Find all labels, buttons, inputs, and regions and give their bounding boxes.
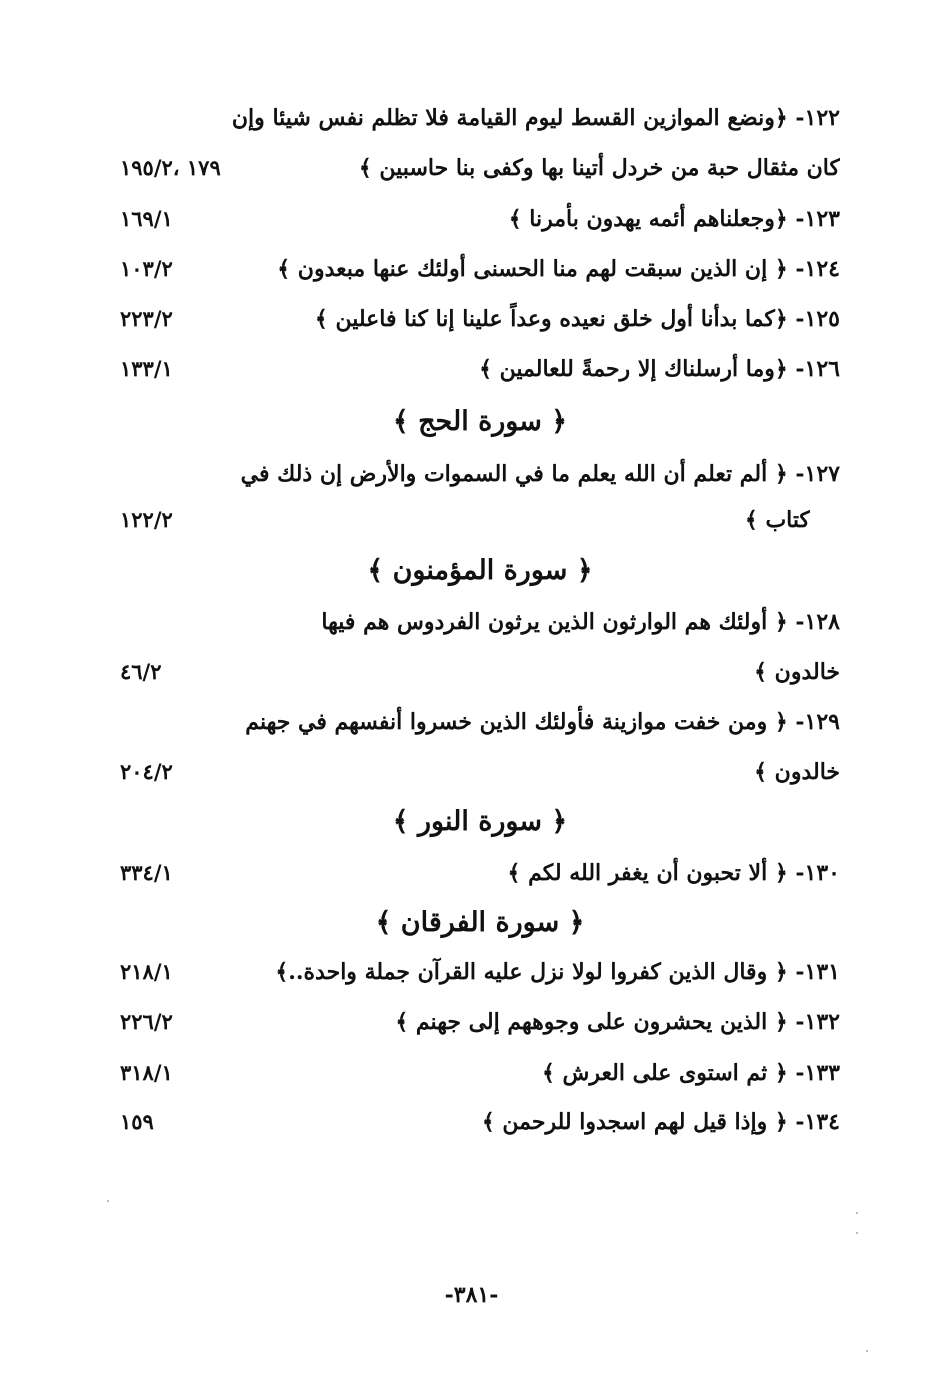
scan-speck	[856, 1212, 858, 1214]
entry-text: ١٣٤- ﴿ وإذا قيل لهم اسجدوا للرحمن ﴾	[481, 1109, 840, 1135]
entry-reference: ١٥٩	[120, 1109, 154, 1134]
entry-text: ١٢٣- ﴿وجعلناهم أئمه يهدون بأمرنا ﴾	[508, 206, 840, 232]
surah-heading-hajj	[120, 397, 840, 447]
entry-reference: ١٧٩ ،١٩٥/٢	[120, 155, 221, 180]
entry-text-cont: خالدون ﴾	[754, 759, 840, 785]
entry-reference: ٢٢٦/٢	[120, 1009, 173, 1034]
entry-129-line2	[120, 750, 840, 794]
entry-reference: ٣١٨/١	[120, 1060, 173, 1085]
entry-128-line2	[120, 650, 840, 694]
entry-text: ١٣٠- ﴿ ألا تحبون أن يغفر الله لكم ﴾	[507, 860, 840, 886]
entry-127-line2	[120, 498, 840, 542]
entry-125	[120, 297, 840, 341]
surah-heading-nur	[120, 797, 840, 847]
scan-speck	[107, 1200, 109, 1202]
entry-text-cont: كان مثقال حبة من خردل أتينا بها وكفى بنا حاسبين ﴾	[358, 155, 840, 181]
entry-text: ١٢٢- ﴿ونضع الموازين القسط ليوم القيامة فلا تظلم نفس شيئا وإن	[231, 105, 840, 131]
entry-127-line1	[120, 452, 840, 496]
entry-126	[120, 347, 840, 391]
entry-text: ١٢٩- ﴿ ومن خفت موازينة فأولئك الذين خسروا أنفسهم في جهنم	[245, 709, 840, 735]
entry-reference: ١٣٣/١	[120, 356, 173, 381]
entry-129-line1	[120, 700, 840, 744]
surah-heading-text: ﴿ سورة الفرقان ﴾	[375, 907, 585, 938]
entry-124	[120, 247, 840, 291]
surah-heading-text: ﴿ سورة النور ﴾	[392, 806, 568, 837]
entry-text: ١٢٦- ﴿وما أرسلناك إلا رحمةً للعالمين ﴾	[479, 356, 840, 382]
entry-122-line1	[120, 96, 840, 140]
entry-133	[120, 1051, 840, 1095]
surah-heading-furqan	[120, 898, 840, 948]
entry-reference: ١٦٩/١	[120, 206, 173, 231]
scan-speck	[856, 1232, 858, 1234]
surah-heading-muminun	[120, 546, 840, 596]
entry-text: ١٣٢- ﴿ الذين يحشرون على وجوههم إلى جهنم ﴾	[395, 1009, 840, 1035]
scan-speck	[866, 1350, 868, 1352]
entry-122-line2	[120, 146, 840, 190]
entry-reference: ٢٠٤/٢	[120, 759, 173, 784]
entry-134	[120, 1100, 840, 1144]
entry-text: ١٣٣- ﴿ ثم استوى على العرش ﴾	[541, 1060, 840, 1086]
entry-reference: ٣٣٤/١	[120, 860, 173, 885]
entry-123	[120, 197, 840, 241]
entry-text: ١٢٤- ﴿ إن الذين سبقت لهم منا الحسنى أولئك عنها مبعدون ﴾	[277, 256, 840, 282]
entry-text: ١٢٨- ﴿ أولئك هم الوارثون الذين يرثون الفردوس هم فيها	[321, 609, 840, 635]
entry-130	[120, 851, 840, 895]
entry-text: ١٢٥- ﴿كما بدأنا أول خلق نعيده وعداً علينا إنا كنا فاعلين ﴾	[314, 306, 840, 332]
entry-reference: ١٢٢/٢	[120, 507, 173, 532]
entry-reference: ٢١٨/١	[120, 959, 173, 984]
surah-heading-text: ﴿ سورة المؤمنون ﴾	[367, 555, 593, 586]
entry-132	[120, 1000, 840, 1044]
surah-heading-text: ﴿ سورة الحج ﴾	[392, 406, 568, 437]
entry-reference: ٢٢٣/٢	[120, 306, 173, 331]
entry-text: ١٢٧- ﴿ ألم تعلم أن الله يعلم ما في السموات والأرض إن ذلك في	[240, 461, 840, 487]
entry-131	[120, 950, 840, 994]
entry-text: ١٣١- ﴿ وقال الذين كفروا لولا نزل عليه القرآن جملة واحدة..﴾	[275, 959, 840, 985]
page-number: -٣٨١-	[444, 1282, 499, 1308]
entry-128-line1	[120, 600, 840, 644]
entry-reference: ١٠٣/٢	[120, 256, 173, 281]
entry-text-cont: خالدون ﴾	[754, 659, 840, 685]
entry-reference: ٤٦/٢	[120, 659, 162, 684]
entry-text-cont: كتاب ﴾	[744, 507, 810, 533]
